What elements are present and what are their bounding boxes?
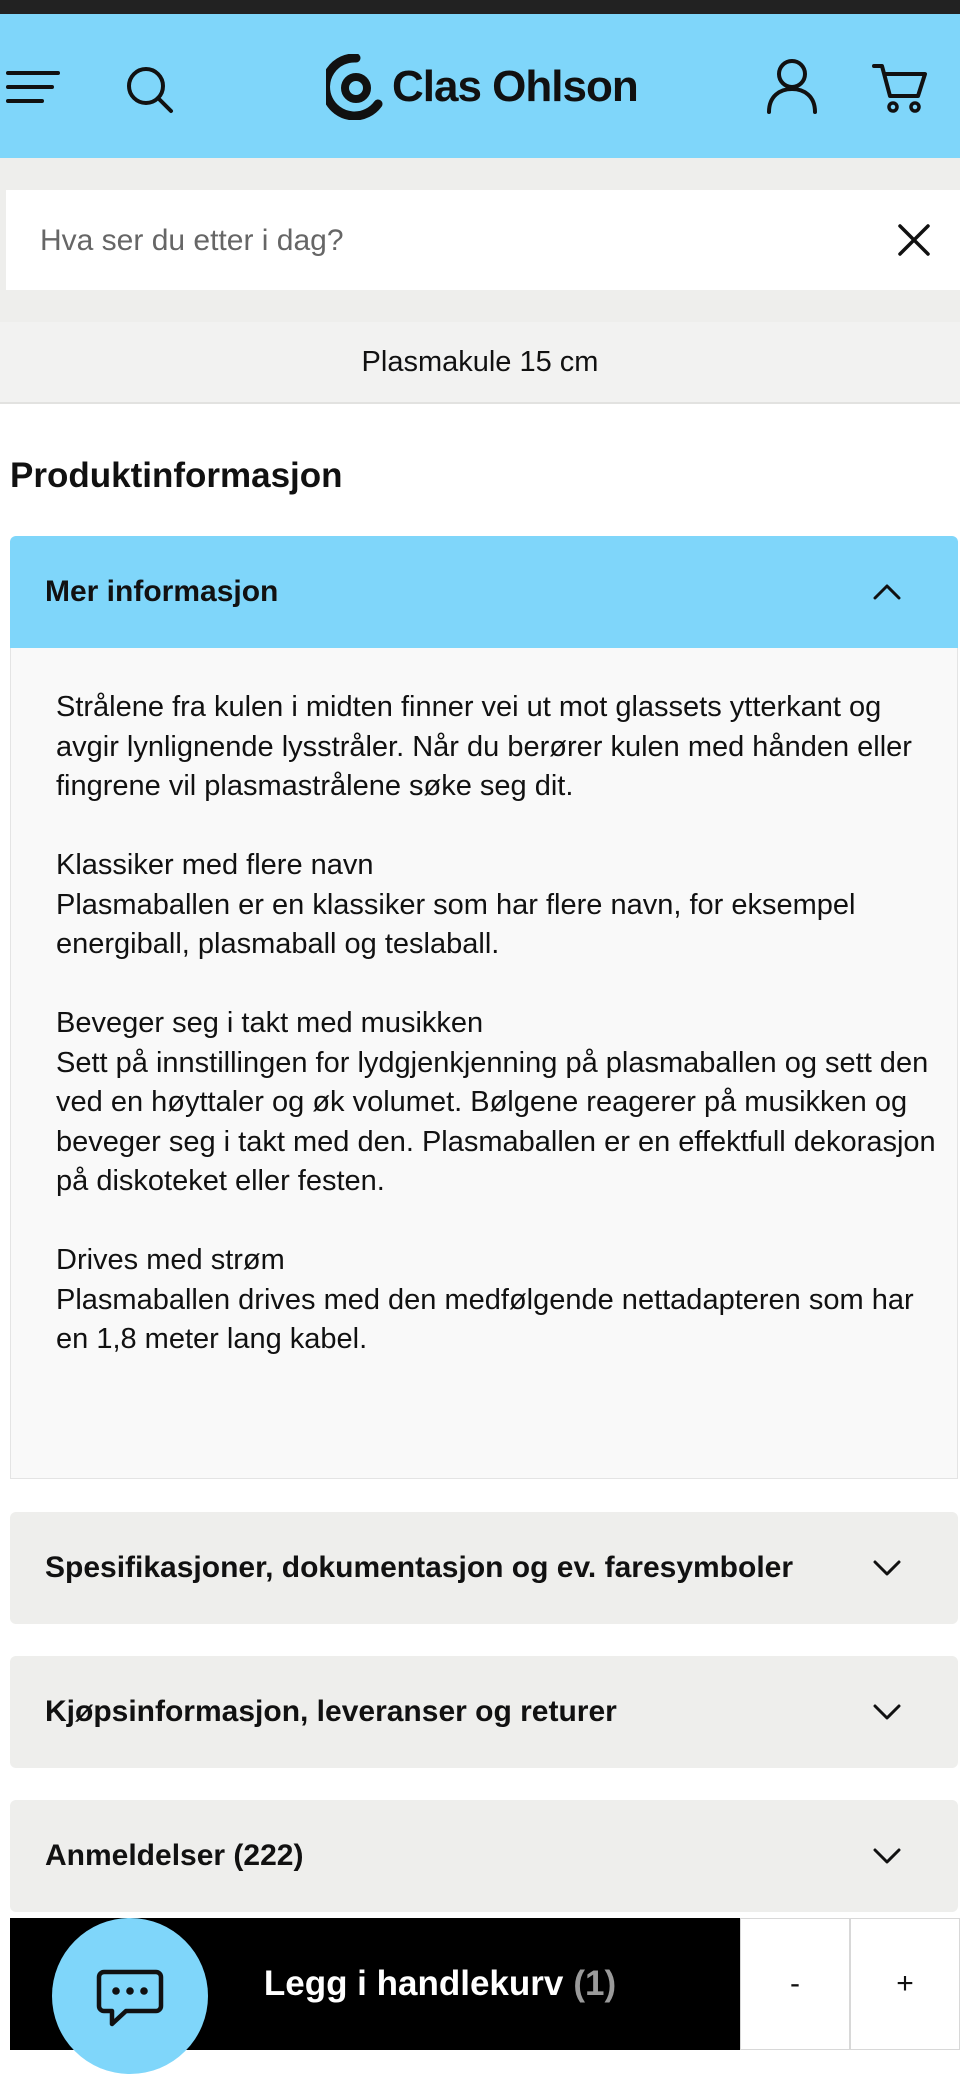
site-header bbox=[0, 14, 960, 158]
product-description bbox=[56, 688, 936, 1360]
description-paragraph bbox=[56, 1004, 936, 1202]
chevron-down-icon bbox=[872, 1844, 902, 1868]
menu-icon[interactable] bbox=[6, 70, 60, 104]
quantity-decrease-button[interactable] bbox=[740, 1918, 850, 2050]
accordion-more-info-body bbox=[10, 648, 958, 1479]
description-text: Plasmaballen er en klassiker som har flere navn, for eksempel energiball, plasmaball og teslaball. bbox=[56, 888, 856, 960]
description-text: Plasmaballen drives med den medfølgende nettadapteren som har en 1,8 meter lang kabel. bbox=[56, 1283, 914, 1355]
description-paragraph bbox=[56, 688, 936, 807]
accordion-label: Spesifikasjoner, dokumentasjon og ev. faresymboler bbox=[45, 1551, 794, 1584]
chevron-down-icon bbox=[872, 1700, 902, 1724]
user-icon[interactable] bbox=[766, 58, 818, 114]
search-bar bbox=[6, 190, 960, 290]
description-paragraph bbox=[56, 846, 936, 965]
accordion-purchase-info[interactable] bbox=[10, 1656, 958, 1768]
logo-mark-icon bbox=[326, 54, 384, 120]
plus-label: + bbox=[896, 1967, 914, 2000]
search-input[interactable] bbox=[38, 190, 862, 292]
description-heading: Beveger seg i takt med musikken bbox=[56, 1007, 484, 1039]
accordion-more-info-header[interactable] bbox=[10, 536, 958, 648]
product-title-bar bbox=[0, 322, 960, 404]
accordion-specifications[interactable] bbox=[10, 1512, 958, 1624]
cart-icon[interactable] bbox=[872, 62, 928, 114]
add-to-cart-label: Legg i handlekurv bbox=[263, 1964, 564, 2003]
section-title: Produktinformasjon bbox=[10, 456, 343, 495]
description-heading: Klassiker med flere navn bbox=[56, 849, 374, 881]
accordion-label: Kjøpsinformasjon, leveranser og returer bbox=[45, 1695, 617, 1728]
chat-button[interactable] bbox=[52, 1918, 208, 2074]
accordion-reviews[interactable] bbox=[10, 1800, 958, 1912]
search-icon[interactable] bbox=[126, 66, 174, 114]
cart-count: (1) bbox=[573, 1964, 617, 2003]
logo-text: Clas Ohlson bbox=[392, 62, 638, 111]
close-icon[interactable] bbox=[896, 222, 932, 258]
description-text: Strålene fra kulen i midten finner vei ut mot glassets ytterkant og avgir lynlignende lysstråler. Når du berører kulen med hånden eller fingrene vil plasmastrålene søke seg dit. bbox=[56, 691, 912, 802]
quantity-increase-button[interactable] bbox=[850, 1918, 960, 2050]
search-zone bbox=[0, 158, 960, 322]
description-text: Sett på innstillingen for lydgjenkjenning på plasmaballen og sett den ved en høyttaler og øk volumet. Bølgene reagerer på musikken og beveger seg i takt med den. Plasmaballen er en effektfull dekorasjon på diskoteket eller festen. bbox=[56, 1046, 936, 1197]
status-strip bbox=[0, 0, 960, 14]
chevron-down-icon bbox=[872, 1556, 902, 1580]
clas-ohlson-logo[interactable] bbox=[326, 52, 638, 122]
description-heading: Drives med strøm bbox=[56, 1244, 285, 1276]
product-title: Plasmakule 15 cm bbox=[361, 345, 599, 378]
chevron-up-icon bbox=[872, 580, 902, 604]
chat-bubble-icon bbox=[96, 1968, 164, 2028]
accordion-label: Mer informasjon bbox=[45, 575, 279, 608]
minus-label: - bbox=[790, 1967, 800, 2000]
accordion-label: Anmeldelser (222) bbox=[45, 1839, 304, 1872]
description-paragraph bbox=[56, 1241, 936, 1360]
